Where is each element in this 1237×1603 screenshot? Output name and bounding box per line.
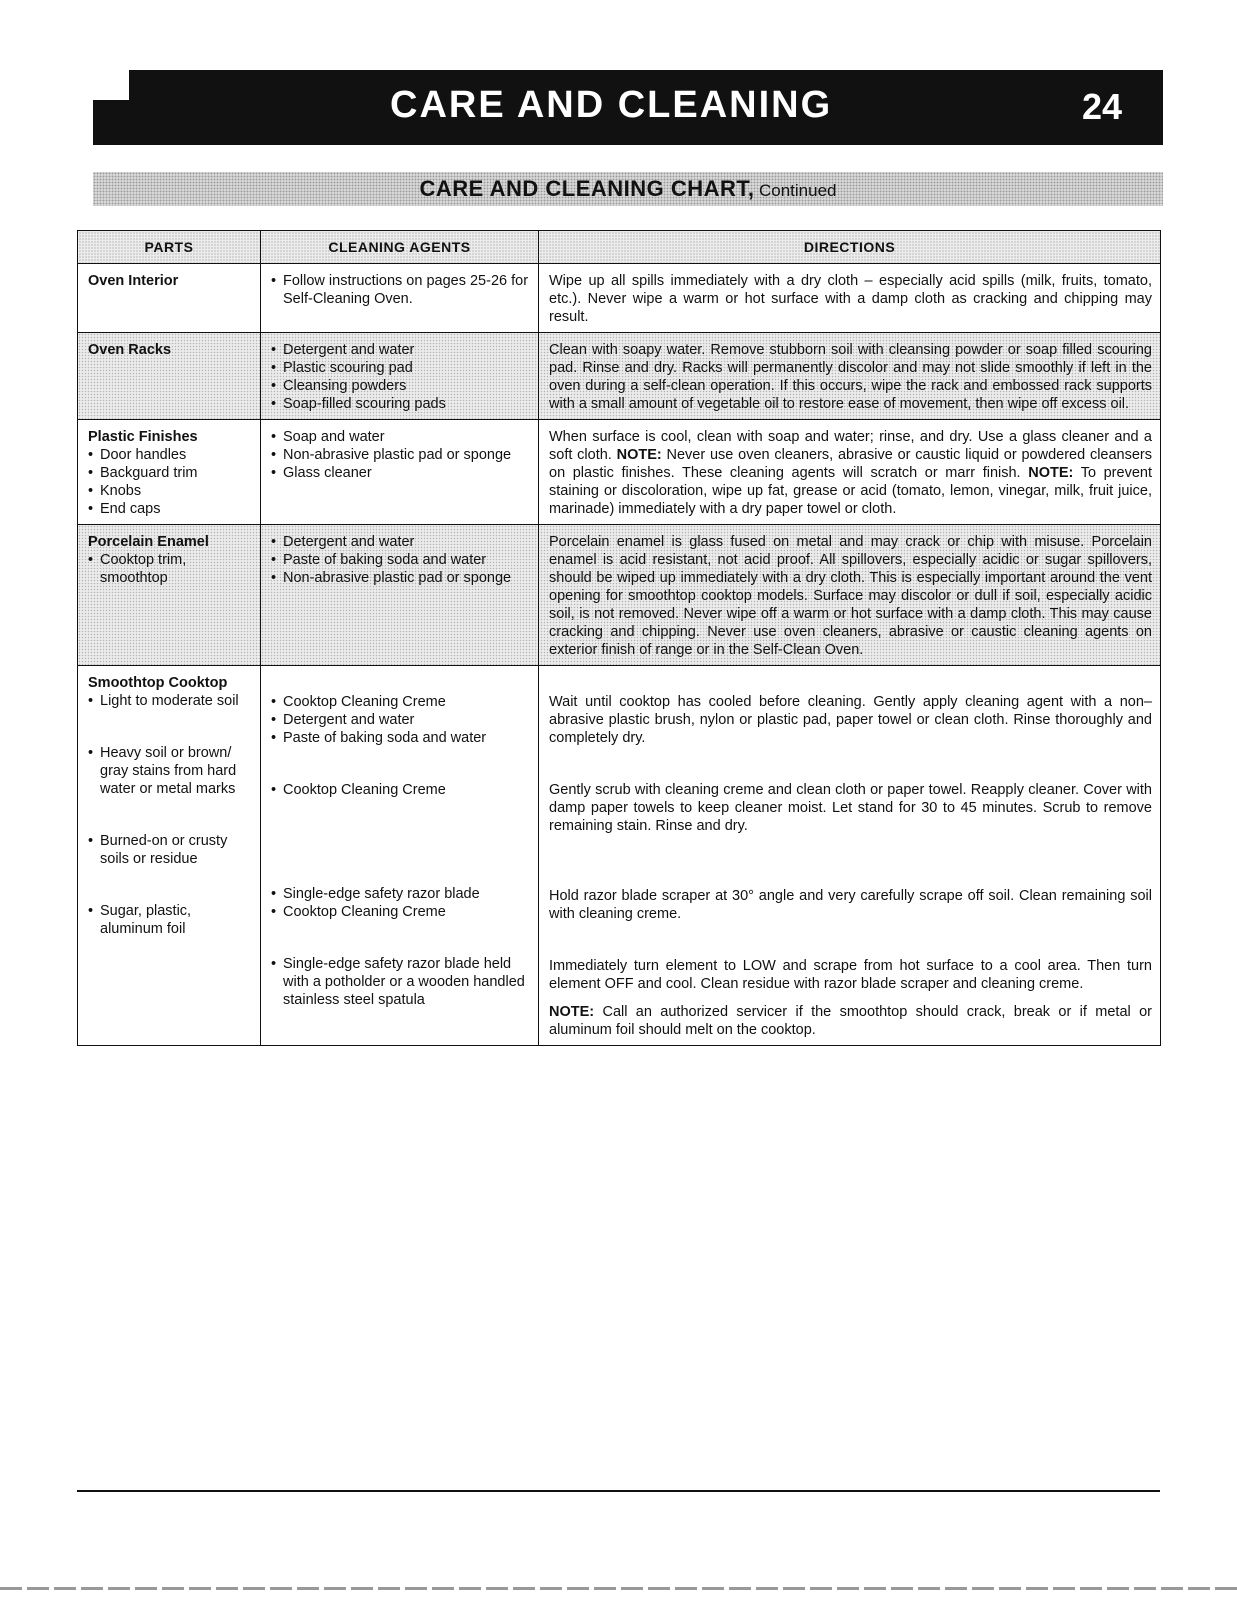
agent-item: • Plastic scouring pad [271,359,530,377]
part-name: Porcelain Enamel [88,534,209,550]
part-cell [78,525,261,666]
row-smoothtop-cooktop [78,666,1161,1046]
agent-item: • Soap-filled scouring pads [271,395,530,413]
part-name: Oven Racks [88,342,172,358]
note-label: NOTE: [549,1004,595,1020]
part-cell [78,666,261,1046]
table-header-row [78,231,1161,264]
agent-item: • Non-abrasive plastic pad or sponge [271,446,530,464]
directions-cell: Porcelain enamel is glass fused on metal and may crack or chip with misuse. Porcelain enamel is acid resistant, not acid proof. All spillovers, especially acidic or sugar spillovers, should be wiped up immediately with a dry cloth. This is especially important around the vent opening for smoothtop cooktop models. Surface may discolor or dull if soil, especially acidic soil, is not removed. Never wipe off a warm or hot surface with a damp cloth. This may cause cracking and chipping. Never use oven cleaners, abrasive or caustic cleaning agents on exterior finish of range or in the Self-Clean Oven. [539,525,1161,666]
agent-item: • Single-edge safety razor blade [271,885,530,903]
soil-item: • Burned-on or crusty soils or residue [88,832,252,868]
directions-cell [539,420,1161,525]
agent-item: • Single-edge safety razor blade held with a potholder or a wooden handled stainless steel spatula [271,955,530,1009]
header-cleaning-agents: CLEANING AGENTS [261,231,539,264]
agents-cell [261,420,539,525]
header-parts: PARTS [78,231,261,264]
agent-item: • Soap and water [271,428,530,446]
agent-item: • Non-abrasive plastic pad or sponge [271,569,530,587]
page-title: CARE AND CLEANING [390,84,833,126]
directions-cell: Wipe up all spills immediately with a dry cloth – especially acid spills (milk, fruits, tomato, etc.). Never wipe a warm or hot surface with a damp cloth as cracking and chipping may result. [539,264,1161,333]
sub-item: • End caps [88,500,252,518]
directions-text: When surface is cool, clean with soap and water; rinse, and dry. Use a glass cleaner and a soft cloth. [549,429,1152,463]
agent-item: • Detergent and water [271,533,530,551]
soil-block [88,832,252,868]
note-label: NOTE: [616,447,662,463]
page-number: 24 [1082,86,1123,127]
agent-item: • Cooktop Cleaning Creme [271,781,530,799]
sub-item: • Knobs [88,482,252,500]
part-name: Plastic Finishes [88,429,198,445]
row-porcelain-enamel [78,525,1161,666]
row-plastic-finishes [78,420,1161,525]
note-text: Call an authorized servicer if the smoothtop should crack, break or if metal or aluminum foil should melt on the cooktop. [549,1004,1152,1038]
footer-rule [77,1490,1160,1492]
part-cell [78,264,261,333]
agent-item: • Cooktop Cleaning Creme [271,693,530,711]
agent-item: • Detergent and water [271,711,530,729]
soil-block [88,744,252,798]
agent-item: • Paste of baking soda and water [271,729,530,747]
soil-item: • Light to moderate soil [88,692,252,710]
agent-item: • Follow instructions on pages 25-26 for Self-Cleaning Oven. [271,272,530,308]
agents-cell [261,666,539,1046]
header-directions: DIRECTIONS [539,231,1161,264]
directions-text: Never use oven cleaners, abrasive or caustic liquid or powdered cleansers on plastic finishes. These cleaning agents will scratch or marr finish. [549,447,1153,481]
agent-block [271,885,530,921]
agent-item: • Cooktop Cleaning Creme [271,903,530,921]
directions-text: To prevent staining or discoloration, wipe up fat, grease or acid (tomato, lemon, vinegar, milk, fruit juice, marinade) immediately with a dry paper towel or cloth. [549,465,1152,517]
scan-edge [0,1587,1237,1590]
note-label: NOTE: [1028,465,1074,481]
agent-block [271,781,530,799]
directions-block: Immediately turn element to LOW and scrape from hot surface to a cool area. Then turn element OFF and cool. Clean residue with razor blade scraper and cleaning creme. [549,958,1152,992]
directions-block: Wait until cooktop has cooled before cleaning. Gently apply cleaning agent with a non–abrasive plastic brush, nylon or plastic pad, paper towel or clean cloth. Rinse thoroughly and completely dry. [549,694,1152,746]
soil-block [88,692,252,710]
directions-cell: Clean with soapy water. Remove stubborn soil with cleansing powder or soap filled scouring pad. Rinse and dry. Racks will permanently discolor and may not slide smoothly if left in the oven during a self-clean operation. If this occurs, wipe the rack and embossed rack supports with a small amount of vegetable oil to restore ease of movement, then wipe off excess oil. [539,333,1161,420]
row-oven-interior [78,264,1161,333]
sub-item: • Cooktop trim, smoothtop [88,551,252,587]
directions-block: Hold razor blade scraper at 30° angle and very carefully scrape off soil. Clean remaining soil with cleaning creme. [549,888,1152,922]
agents-cell [261,525,539,666]
part-cell [78,333,261,420]
smoothtop-note [549,1003,1152,1039]
agent-item: • Glass cleaner [271,464,530,482]
sub-item: • Door handles [88,446,252,464]
care-cleaning-table [77,230,1161,1046]
part-cell [78,420,261,525]
soil-item: • Heavy soil or brown/ gray stains from hard water or metal marks [88,744,252,798]
directions-cell [539,666,1161,1046]
part-name: Smoothtop Cooktop [88,675,228,691]
agent-block [271,693,530,747]
agent-item: • Paste of baking soda and water [271,551,530,569]
sub-item: • Backguard trim [88,464,252,482]
agent-item: • Cleansing powders [271,377,530,395]
agents-cell [261,264,539,333]
row-oven-racks [78,333,1161,420]
chart-subtitle-continued: Continued [759,181,837,200]
agent-item: • Detergent and water [271,341,530,359]
agent-block [271,955,530,1009]
chart-subtitle: CARE AND CLEANING CHART, [419,176,755,201]
agents-cell [261,333,539,420]
chart-subtitle-band [93,172,1163,206]
part-name: Oven Interior [88,273,179,289]
soil-item: • Sugar, plastic, aluminum foil [88,902,252,938]
header-notch [93,70,129,100]
soil-block [88,902,252,938]
directions-block: Gently scrub with cleaning creme and clean cloth or paper towel. Reapply cleaner. Cover with damp paper towels to keep cleaner moist. Let stand for 30 to 45 minutes. Scrub to remove remaining stain. Rinse and dry. [549,782,1152,834]
